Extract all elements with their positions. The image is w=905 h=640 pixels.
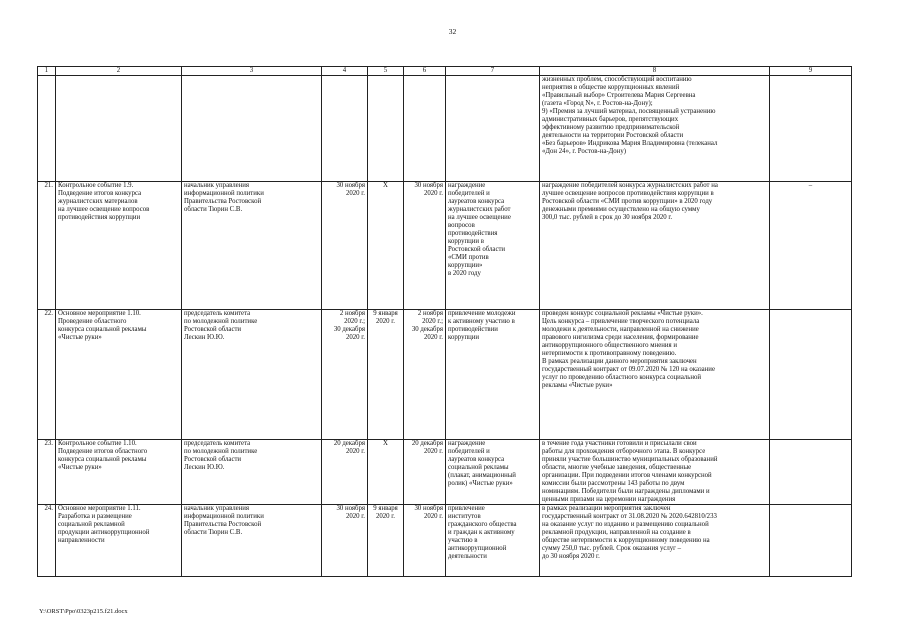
cell-start-date: 9 января 2020 г. (368, 310, 404, 440)
cell-plan-date (322, 76, 368, 182)
table-row (38, 440, 852, 505)
cell-responsible: начальник управления информационной политики Правительства Ростовской области Тюрин С.В. (182, 505, 322, 577)
cell-responsible: председатель комитета по молодежной политике Ростовской области Лескин Ю.Ю. (182, 310, 322, 440)
cell-note (770, 505, 852, 577)
cell-plan-date: 20 декабря 2020 г. (322, 440, 368, 505)
cell-end-date: 20 декабря 2020 г. (404, 440, 446, 505)
table-row (38, 310, 852, 440)
header-cell: 3 (182, 67, 322, 76)
footer-file-path: Y:\ORST\Ppo\0323p215.f21.docx (39, 608, 128, 615)
cell-end-date: 30 ноября 2020 г. (404, 505, 446, 577)
cell-num: 23. (38, 440, 56, 505)
cell-note (770, 440, 852, 505)
header-cell: 2 (56, 67, 182, 76)
cell-event: Контрольное событие 1.9. Подведение итогов конкурса журналистских материалов на лучшее освещение вопросов противодействия коррупции (56, 182, 182, 310)
cell-result-plan: награждение победителей и лауреатов конкурса социальной рекламы (плакат, анимационный ролик) «Чистые руки» (446, 440, 540, 505)
cell-result-fact: в течение года участники готовили и присылали свои работы для прохождения отборочного этапа. В конкурсе приняли участие большинство муниципальных образований области, многие учебные заведения, общественные организации. При подведении итогов членами конкурсной комиссии были рассмотрены 143 работы по двум номинациям. Победители были награждены дипломами и ценными призами на церемонии награждения (540, 440, 770, 505)
cell-note (770, 76, 852, 182)
cell-event (56, 76, 182, 182)
cell-result-plan: привлечение институтов гражданского общества и граждан к активному участию в антикоррупционной деятельности (446, 505, 540, 577)
cell-result-plan: привлечение молодежи к активному участию в противодействии коррупции (446, 310, 540, 440)
table-row (38, 182, 852, 310)
cell-num (38, 76, 56, 182)
cell-result-fact: в рамках реализации мероприятия заключен государственный контракт от 31.08.2020 № 2020.642810/233 на оказание услуг по изданию и размещению социальной рекламной продукции, направленной на создание в обществе нетерпимости к коррупционному поведению на сумму 250,0 тыс. рублей. Срок оказания услуг – до 30 ноября 2020 г. (540, 505, 770, 577)
cell-result-fact: награждение победителей конкурса журналистских работ на лучшее освещение вопросов противодействия коррупции в Ростовской области «СМИ против коррупции» в 2020 году денежными премиями осуществлено на общую сумму 300,0 тыс. рублей в срок до 30 ноября 2020 г. (540, 182, 770, 310)
header-cell: 7 (446, 67, 540, 76)
header-cell: 8 (540, 67, 770, 76)
cell-start-date (368, 76, 404, 182)
page-number: 32 (448, 27, 457, 36)
cell-end-date: 30 ноября 2020 г. (404, 182, 446, 310)
cell-num: 22. (38, 310, 56, 440)
header-cell: 6 (404, 67, 446, 76)
cell-end-date: 2 ноября 2020 г.; 30 декабря 2020 г. (404, 310, 446, 440)
cell-plan-date: 30 ноября 2020 г. (322, 505, 368, 577)
cell-num: 21. (38, 182, 56, 310)
cell-end-date (404, 76, 446, 182)
cell-result-plan: награждение победителей и лауреатов конкурса журналистских работ на лучшее освещение вопросов противодействия коррупции в Ростовской области «СМИ против коррупции» в 2020 году (446, 182, 540, 310)
cell-plan-date: 30 ноября 2020 г. (322, 182, 368, 310)
header-cell: 4 (322, 67, 368, 76)
cell-plan-date: 2 ноября 2020 г.; 30 декабря 2020 г. (322, 310, 368, 440)
cell-event: Основное мероприятие 1.10. Проведение областного конкурса социальной рекламы «Чистые руки» (56, 310, 182, 440)
cell-note (770, 310, 852, 440)
table-row (38, 505, 852, 577)
cell-start-date: 9 января 2020 г. (368, 505, 404, 577)
cell-responsible (182, 76, 322, 182)
cell-start-date: Х (368, 182, 404, 310)
header-cell: 5 (368, 67, 404, 76)
header-cell: 1 (38, 67, 56, 76)
cell-result-plan (446, 76, 540, 182)
table-row-continuation (38, 76, 852, 182)
table-header-row (38, 67, 852, 76)
cell-note: – (770, 182, 852, 310)
cell-result-fact: жизненных проблем, способствующий воспитанию неприятия в обществе коррупционных явлений «Правильный выбор» Строителева Мария Сергеевна (газета «Город N», г. Ростов-на-Дону); 9) «Премия за лучший материал, посвященный устранению административных барьеров, препятствующих эффективному развитию предпринимательской деятельности на территории Ростовской области «Без барьеров» Индрикова Мария Владимировна (телеканал «Дон 24», г. Ростов-на-Дону) (540, 76, 770, 182)
cell-responsible: председатель комитета по молодежной политике Ростовской области Лескин Ю.Ю. (182, 440, 322, 505)
cell-num: 24. (38, 505, 56, 577)
cell-responsible: начальник управления информационной политики Правительства Ростовской области Тюрин С.В. (182, 182, 322, 310)
report-table (37, 66, 852, 577)
cell-result-fact: проведен конкурс социальной рекламы «Чистые руки». Цель конкурса – привлечение творческого потенциала молодежи к деятельности, направленной на снижение правового нигилизма среди населения, формирование антикоррупционного общественного мнения и нетерпимости к противоправному поведению. В рамках реализации данного мероприятия заключен государственный контракт от 09.07.2020 № 120 на оказание услуг по проведению областного конкурса социальной рекламы «Чистые руки» (540, 310, 770, 440)
header-cell: 9 (770, 67, 852, 76)
cell-event: Контрольное событие 1.10. Подведение итогов областного конкурса социальной рекламы «Чистые руки» (56, 440, 182, 505)
cell-start-date: Х (368, 440, 404, 505)
cell-event: Основное мероприятие 1.11. Разработка и размещение социальной рекламной продукции антикоррупционной направленности (56, 505, 182, 577)
